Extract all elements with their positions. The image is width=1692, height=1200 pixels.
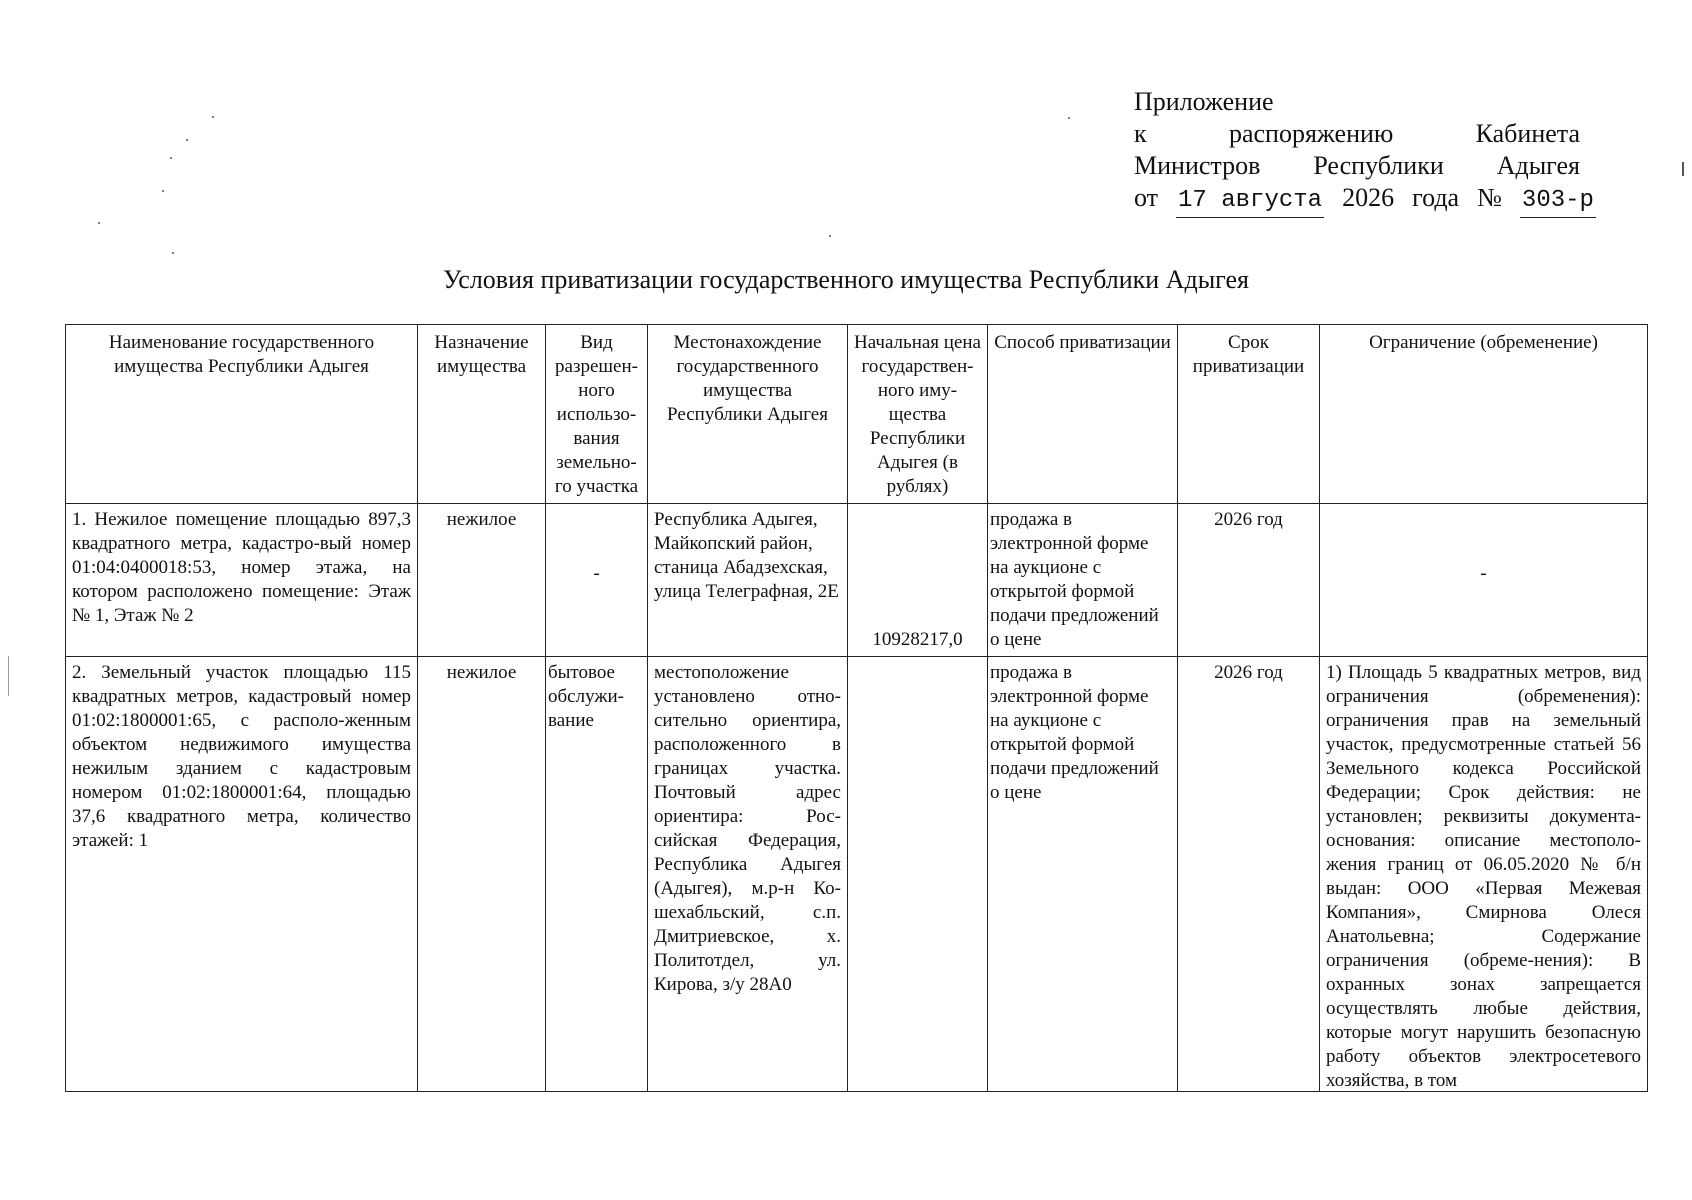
- cell-limit-value: -: [1480, 563, 1487, 584]
- cell-term: 2026 год: [1178, 657, 1320, 1092]
- header-limit: Ограничение (обременение): [1320, 325, 1648, 504]
- header-purpose: Назначение имущества: [418, 325, 546, 504]
- order-number: 303-р: [1520, 185, 1596, 218]
- scan-speck: [162, 190, 164, 192]
- table-header-row: [66, 325, 1648, 504]
- header-name: Наименование государственного имущества Республики Адыгея: [66, 325, 418, 504]
- header-term: Срок приватизации: [1178, 325, 1320, 504]
- scan-speck: [1682, 162, 1684, 176]
- order-year: 2026: [1342, 183, 1395, 212]
- scan-speck: [8, 656, 9, 696]
- header-price: Начальная цена государствен-ного иму-щества Республики Адыгея (в рублях): [848, 325, 988, 504]
- appendix-label: Приложение: [1134, 87, 1274, 116]
- cell-limit: [1320, 657, 1648, 1092]
- cell-method: продажа в электронной форме на аукционе с открытой формой подачи предложений о цене: [988, 504, 1178, 657]
- order-date-line: [1134, 182, 1594, 218]
- appendix-word: распоряжению: [1228, 119, 1394, 148]
- appendix-line-2: [1134, 118, 1580, 150]
- date-prefix: от: [1134, 183, 1159, 212]
- header-usage: Вид разрешен-ного использо-вания земельно-го участка: [546, 325, 648, 504]
- table-row: [66, 657, 1648, 1092]
- cell-usage: бытовое обслужи-вание: [546, 657, 648, 1092]
- scan-speck: [829, 235, 831, 237]
- cell-limit-text: 1) Площадь 5 квадратных метров, вид ограничения (обременения): ограничения прав на земельный участок, предусмотренные статьей 56 Земельного кодекса Российской Федерации; Срок действия: не установлен; реквизиты документа-основания: описание местополо-жения границ от 06.05.2020 № б/н выдан: ООО «Первая Межевая Компания», Смирнова Олеся Анатольевна; Содержание ограничения (обреме-нения): В охранных зонах запрещается осуществлять любые действия, которые могут нарушить безопасную работу объектов электросетевого хозяйства, в том: [1326, 662, 1641, 1091]
- cell-price: [848, 504, 988, 657]
- appendix-line-3: [1134, 150, 1580, 182]
- table-row: [66, 504, 1648, 657]
- cell-name: 1. Нежилое помещение площадью 897,3 квадратного метра, кадастро-вый номер 01:04:0400018:53, номер этажа, на котором расположено помещение: Этаж № 1, Этаж № 2: [66, 504, 418, 657]
- cell-price: [848, 657, 988, 1092]
- cell-purpose: нежилое: [418, 504, 546, 657]
- cell-purpose: нежилое: [418, 657, 546, 1092]
- scan-speck: [1068, 117, 1070, 119]
- cell-usage: [546, 504, 648, 657]
- number-sign: №: [1477, 183, 1502, 212]
- appendix-word: Республики: [1313, 151, 1444, 180]
- cell-name: 2. Земельный участок площадью 115 квадратных метров, кадастровый номер 01:02:1800001:65, с располо-женным объектом недвижимого имущества нежилым зданием с кадастровым номером 01:02:1800001:64, площадью 37,6 квадратного метра, количество этажей: 1: [66, 657, 418, 1092]
- appendix-header: [1134, 86, 1594, 218]
- year-word: года: [1412, 183, 1460, 212]
- scan-speck: [172, 252, 174, 254]
- scan-speck: [212, 116, 214, 118]
- header-method: Способ приватизации: [988, 325, 1178, 504]
- appendix-word: к: [1134, 119, 1147, 148]
- cell-method: продажа в электронной форме на аукционе с открытой формой подачи предложений о цене: [988, 657, 1178, 1092]
- cell-limit: [1320, 504, 1648, 657]
- scan-speck: [170, 157, 172, 159]
- appendix-word: Министров: [1134, 151, 1261, 180]
- appendix-word: Адыгея: [1496, 151, 1580, 180]
- cell-location: местоположение установлено отно-сительно ориентира, расположенного в границах участка. Почтовый адрес ориентира: Рос-сийская Федерация, Республика Адыгея (Адыгея), м.р-н Ко-шехабльский, с.п. Дмитриевское, х. Политотдел, ул. Кирова, з/у 28А0: [648, 657, 848, 1092]
- scan-speck: [98, 222, 100, 224]
- document-title: Условия приватизации государственного имущества Республики Адыгея: [443, 265, 1249, 294]
- cell-usage-value: -: [593, 563, 600, 584]
- cell-location: Республика Адыгея, Майкопский район, станица Абадзехская, улица Телеграфная, 2Е: [648, 504, 848, 657]
- cell-price-value: 10928217,0: [872, 629, 963, 650]
- order-date: 17 августа: [1176, 185, 1324, 218]
- cell-term: 2026 год: [1178, 504, 1320, 657]
- privatization-table: [65, 324, 1648, 1092]
- scan-speck: [186, 139, 188, 141]
- appendix-word: Кабинета: [1475, 119, 1580, 148]
- header-location: Местонахождение государственного имущества Республики Адыгея: [648, 325, 848, 504]
